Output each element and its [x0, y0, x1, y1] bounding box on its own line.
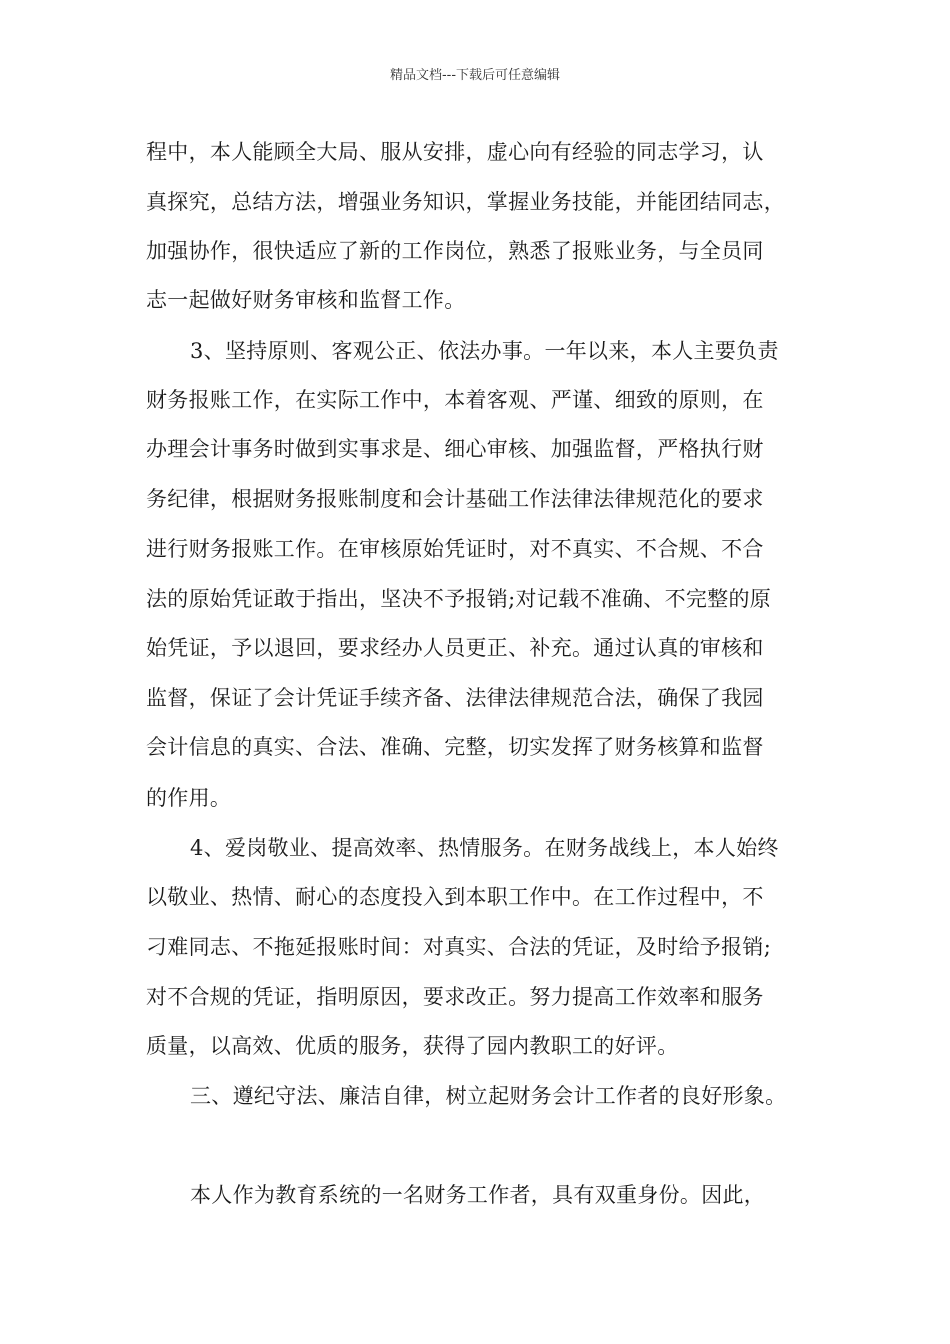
text-line: 法的原始凭证敢于指出，坚决不予报销;对记载不准确、不完整的原 — [146, 587, 772, 611]
text-line: 会计信息的真实、合法、准确、完整，切实发挥了财务核算和监督 — [146, 735, 764, 759]
text-line: 加强协作，很快适应了新的工作岗位，熟悉了报账业务，与全员同 — [146, 239, 764, 263]
text-line: 始凭证，予以退回，要求经办人员更正、补充。通过认真的审核和 — [146, 636, 764, 660]
text-line: 志一起做好财务审核和监督工作。 — [146, 288, 466, 312]
text-line: 刁难同志、不拖延报账时间：对真实、合法的凭证，及时给予报销; — [146, 935, 772, 959]
text-line: 3、坚持原则、客观公正、依法办事。一年以来，本人主要负责 — [190, 339, 779, 363]
text-line: 监督，保证了会计凭证手续齐备、法律法律规范合法，确保了我园 — [146, 686, 764, 710]
text-line: 的作用。 — [146, 786, 232, 810]
text-line: 真探究，总结方法，增强业务知识，掌握业务技能，并能团结同志， — [146, 190, 785, 214]
text-line: 以敬业、热情、耐心的态度投入到本职工作中。在工作过程中，不 — [146, 885, 764, 909]
text-line: 4、爱岗敬业、提高效率、热情服务。在财务战线上，本人始终 — [190, 836, 779, 860]
page-header: 精品文档---下载后可任意编辑 — [389, 68, 561, 83]
text-line: 财务报账工作，在实际工作中，本着客观、严谨、细致的原则，在 — [146, 388, 764, 412]
text-line: 对不合规的凭证，指明原因，要求改正。努力提高工作效率和服务 — [146, 985, 764, 1009]
text-line: 本人作为教育系统的一名财务工作者，具有双重身份。因此， — [190, 1183, 766, 1207]
text-line: 程中，本人能顾全大局、服从安排，虚心向有经验的同志学习，认 — [146, 140, 764, 164]
text-line: 办理会计事务时做到实事求是、细心审核、加强监督，严格执行财 — [146, 437, 764, 461]
section-heading: 三、遵纪守法、廉洁自律，树立起财务会计工作者的良好形象。 — [190, 1084, 787, 1108]
text-line: 质量，以高效、优质的服务，获得了园内教职工的好评。 — [146, 1034, 679, 1058]
text-line: 进行财务报账工作。在审核原始凭证时，对不真实、不合规、不合 — [146, 537, 764, 561]
text-line: 务纪律，根据财务报账制度和会计基础工作法律法律规范化的要求 — [146, 487, 764, 511]
